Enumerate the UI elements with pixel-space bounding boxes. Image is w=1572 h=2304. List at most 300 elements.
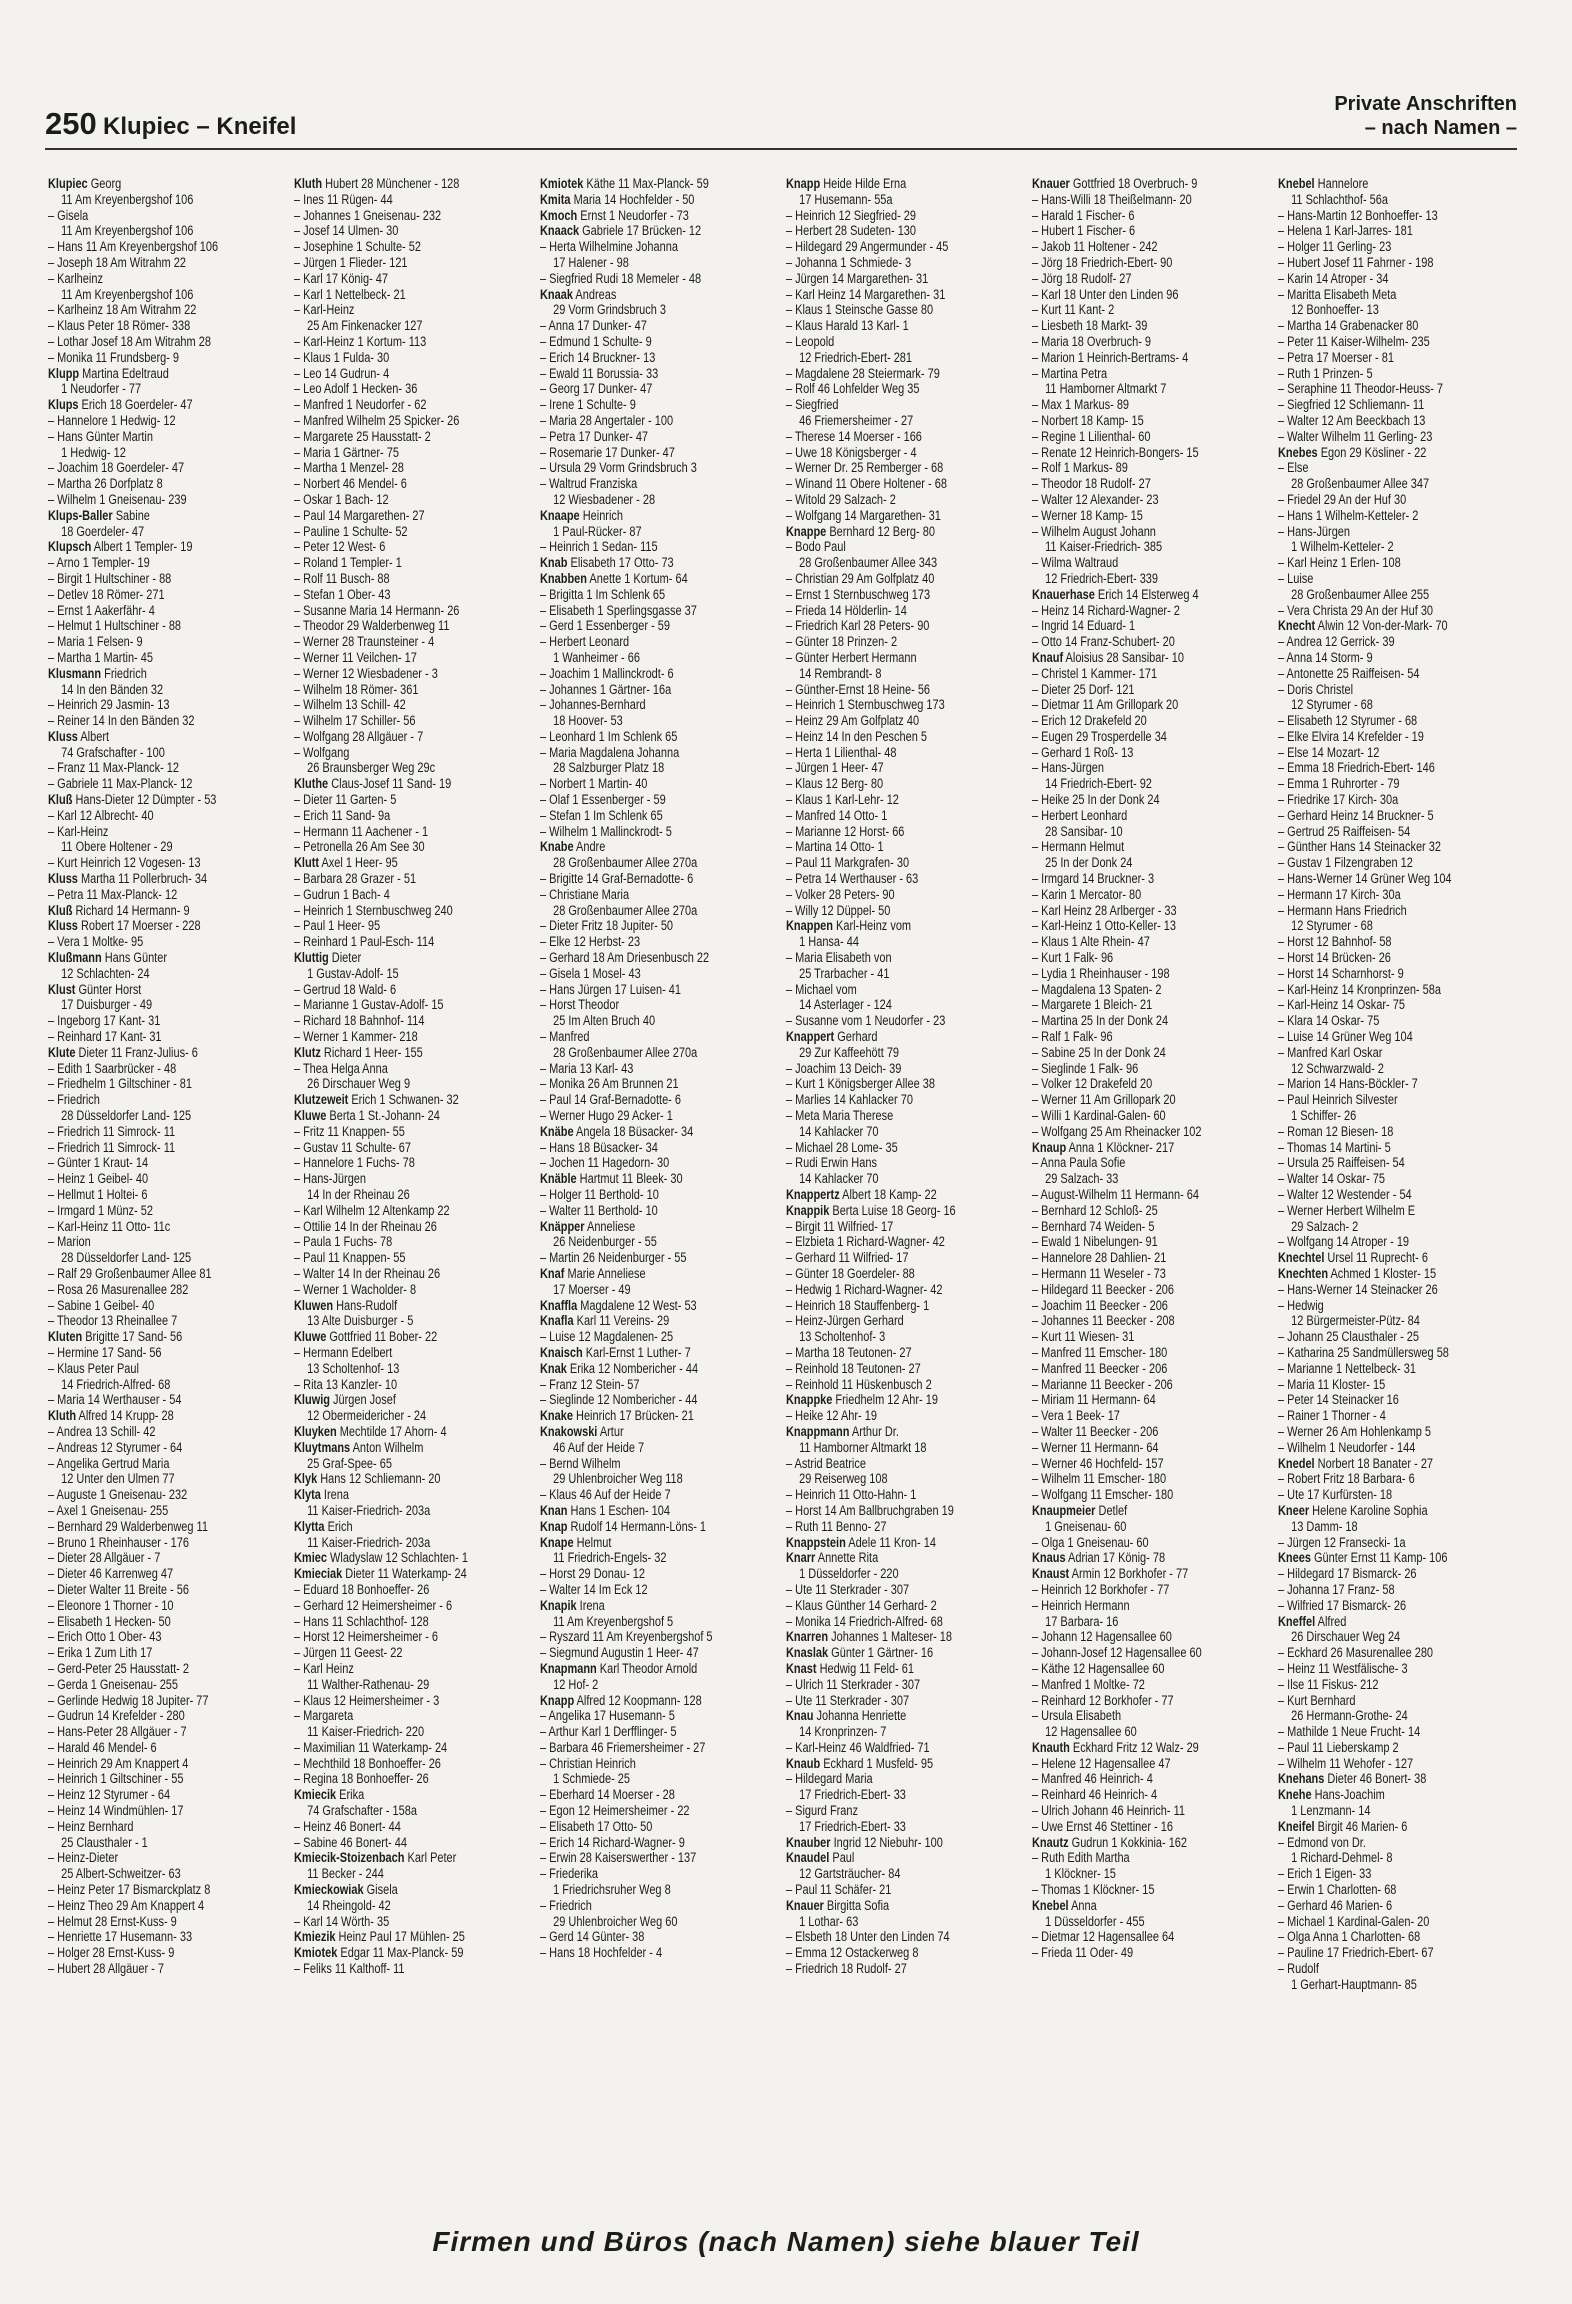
surname: Knappertz <box>786 1187 840 1202</box>
directory-entry <box>540 1140 737 1156</box>
entry-text: – Reiner 14 In den Bänden 32 <box>48 713 195 729</box>
entry-text: – Rolf 11 Busch- 88 <box>294 570 390 586</box>
entry-text: – Gudrun 1 Bach- 4 <box>294 886 390 902</box>
entry-text: – Johannes 1 Gneisenau- 232 <box>294 207 442 223</box>
directory-entry-surname <box>540 208 737 224</box>
entry-text: – Hans Jürgen 17 Luisen- 41 <box>540 981 682 997</box>
entry-text: Magdalene 12 West- 53 <box>577 1297 697 1313</box>
surname: Knedel <box>1278 1455 1315 1471</box>
entry-text: – Jörg 18 Rudolf- 27 <box>1032 270 1132 286</box>
directory-entry-surname <box>294 1092 491 1108</box>
entry-text: – Christian 29 Am Golfplatz 40 <box>786 570 935 586</box>
directory-entry <box>1032 1440 1229 1456</box>
entry-text: – Fritz 11 Knappen- 55 <box>294 1123 405 1139</box>
entry-text: 28 Großenbaumer Allee 347 <box>1291 476 1430 492</box>
directory-entry <box>786 887 983 903</box>
entry-text: – Jörg 18 Friedrich-Ebert- 90 <box>1032 254 1173 270</box>
entry-text: – Lydia 1 Rheinhauser - 198 <box>1032 965 1170 981</box>
directory-entry-continuation <box>294 1076 491 1092</box>
entry-text: – Petra 14 Werthauser - 63 <box>786 871 919 887</box>
entry-text: Egon 29 Kösliner - 22 <box>1317 444 1427 460</box>
entry-text: 28 Salzburger Platz 18 <box>553 760 665 776</box>
entry-text: – Josephine 1 Schulte- 52 <box>294 239 421 255</box>
surname: Klute <box>48 1044 76 1060</box>
directory-entry <box>48 1140 245 1156</box>
directory-entry-surname <box>786 918 983 934</box>
entry-text: Sabine <box>112 507 150 523</box>
directory-entry <box>1032 555 1229 571</box>
directory-entry-surname <box>1032 1740 1229 1756</box>
entry-text: – Miriam 11 Hermann- 64 <box>1032 1392 1156 1408</box>
directory-entry <box>48 318 245 334</box>
directory-entry <box>1032 1803 1229 1819</box>
entry-text: – Margarete 25 Hausstatt- 2 <box>294 428 431 444</box>
entry-text: – Werner 11 Hermann- 64 <box>1032 1439 1159 1455</box>
directory-entry-surname <box>1032 587 1229 603</box>
entry-text: – Magdalene 28 Steiermark- 79 <box>786 365 940 381</box>
entry-text: – Sabine 46 Bonert- 44 <box>294 1834 407 1850</box>
entry-text: – Ilse 11 Fiskus- 212 <box>1278 1676 1379 1692</box>
directory-entry <box>1278 1171 1475 1187</box>
entry-text: – Edith 1 Saarbrücker - 48 <box>48 1060 177 1076</box>
directory-entry <box>1278 1234 1475 1250</box>
directory-entry-continuation <box>1278 697 1475 713</box>
directory-entry-surname <box>294 1329 491 1345</box>
entry-text: 11 Walther-Rathenau- 29 <box>307 1676 430 1692</box>
entry-text: Elisabeth 17 Otto- 73 <box>567 555 674 571</box>
surname: Klups <box>48 397 79 413</box>
page-number: 250 <box>45 106 97 141</box>
directory-entry-continuation <box>1278 192 1475 208</box>
entry-text: – Karl-Heinz 1 Kortum- 113 <box>294 333 427 349</box>
entry-text: – Jürgen 1 Heer- 47 <box>786 760 884 776</box>
entry-text: – Robert Fritz 18 Barbara- 6 <box>1278 1471 1415 1487</box>
directory-entry-continuation <box>48 1835 245 1851</box>
directory-entry <box>1032 460 1229 476</box>
entry-text: 12 Styrumer - 68 <box>1291 918 1373 934</box>
directory-entry <box>1032 1424 1229 1440</box>
entry-text: – Reinhold 11 Hüskenbusch 2 <box>786 1376 932 1392</box>
entry-text: 13 Damm- 18 <box>1291 1518 1358 1534</box>
entry-text: – Willy 12 Düppel- 50 <box>786 902 891 918</box>
entry-text: Heinz Paul 17 Mühlen- 25 <box>335 1929 465 1945</box>
directory-entry-continuation <box>48 1108 245 1124</box>
entry-text: – Leopold <box>786 333 835 349</box>
directory-entry <box>540 1756 737 1772</box>
directory-entry <box>786 634 983 650</box>
surname: Klutt <box>294 855 320 871</box>
directory-entry <box>48 1787 245 1803</box>
entry-text: – Ursula 25 Raiffeisen- 54 <box>1278 1155 1405 1171</box>
directory-entry-surname <box>48 397 245 413</box>
entry-text: – Wilhelm 13 Schill- 42 <box>294 697 406 713</box>
directory-entry-surname <box>1278 1787 1475 1803</box>
directory-entry-continuation <box>48 381 245 397</box>
entry-text: – Klara 14 Oskar- 75 <box>1278 1013 1380 1029</box>
directory-entry <box>1278 634 1475 650</box>
directory-entry <box>1278 650 1475 666</box>
directory-entry-surname <box>1032 1835 1229 1851</box>
directory-entry <box>540 1645 737 1661</box>
directory-entry-continuation <box>786 997 983 1013</box>
directory-entry <box>1278 666 1475 682</box>
directory-entry <box>294 1819 491 1835</box>
directory-entry <box>1278 887 1475 903</box>
directory-entry-continuation <box>294 1866 491 1882</box>
directory-entry <box>1032 1187 1229 1203</box>
directory-entry <box>294 1661 491 1677</box>
directory-entry <box>1032 839 1229 855</box>
directory-entry-continuation <box>48 1250 245 1266</box>
entry-text: 14 Asterlager - 124 <box>799 997 892 1013</box>
directory-entry <box>48 429 245 445</box>
entry-text: – Franz 12 Stein- 57 <box>540 1376 640 1392</box>
directory-entry <box>1278 745 1475 761</box>
directory-entry-continuation <box>540 650 737 666</box>
entry-text: – Paul 11 Schäfer- 21 <box>786 1882 892 1898</box>
entry-text: – Friedrike 17 Kirch- 30a <box>1278 792 1399 808</box>
entry-text: – Ruth Edith Martha <box>1032 1850 1130 1866</box>
entry-text: – Klaus 46 Auf der Heide 7 <box>540 1487 671 1503</box>
entry-text: – Brigitta 1 Im Schlenk 65 <box>540 586 666 602</box>
entry-text: – Sigurd Franz <box>786 1803 859 1819</box>
entry-text: – Bernd Wilhelm <box>540 1455 621 1471</box>
directory-entry <box>1278 1929 1475 1945</box>
entry-text: 18 Goerdeler- 47 <box>61 523 145 539</box>
directory-entry <box>1032 1345 1229 1361</box>
surname: Knaak <box>540 286 573 302</box>
surname: Kluthe <box>294 776 329 792</box>
entry-text: – Theodor 29 Walderbenweg 11 <box>294 618 450 634</box>
directory-entry-surname <box>786 1835 983 1851</box>
surname: Knappik <box>786 1202 830 1218</box>
surname: Knaisch <box>540 1344 583 1360</box>
directory-entry <box>540 1061 737 1077</box>
directory-entry <box>786 255 983 271</box>
entry-text: 12 Friedrich-Ebert- 281 <box>799 349 913 365</box>
surname: Knauth <box>1032 1739 1070 1755</box>
directory-entry-continuation <box>1032 571 1229 587</box>
entry-text: Helmut <box>573 1534 612 1550</box>
entry-text: 14 In der Rheinau 26 <box>307 1187 410 1202</box>
entry-text: – Karl-Heinz 14 Oskar- 75 <box>1278 997 1405 1013</box>
directory-entry <box>1032 903 1229 919</box>
directory-entry <box>786 1345 983 1361</box>
entry-text: 14 Rembrandt- 8 <box>799 665 882 681</box>
directory-entry <box>1278 429 1475 445</box>
directory-entry <box>1278 271 1475 287</box>
directory-entry <box>786 1693 983 1709</box>
entry-text: – Manfred 14 Otto- 1 <box>786 807 888 823</box>
directory-entry <box>1278 1945 1475 1961</box>
directory-entry-surname <box>1278 1250 1475 1266</box>
directory-entry <box>1032 1061 1229 1077</box>
entry-text: 1 Hedwig- 12 <box>61 444 126 460</box>
directory-entry <box>540 666 737 682</box>
directory-entry <box>294 1771 491 1787</box>
entry-text: – Friedrich 18 Rudolf- 27 <box>786 1961 907 1977</box>
entry-text: Friedrich <box>101 665 147 681</box>
entry-text: – Rainer 1 Thorner - 4 <box>1278 1408 1386 1424</box>
entry-text: 46 Friemersheimer - 27 <box>799 412 914 428</box>
surname: Knaub <box>786 1755 821 1771</box>
directory-entry <box>48 1645 245 1661</box>
entry-text: – Heinrich 1 Sternbuschweg 173 <box>786 697 945 713</box>
entry-text: – Manfred Karl Oskar <box>1278 1044 1383 1060</box>
directory-entry <box>1278 208 1475 224</box>
directory-entry <box>294 1645 491 1661</box>
directory-entry-continuation <box>1032 1614 1229 1630</box>
directory-entry-continuation <box>786 1329 983 1345</box>
directory-entry <box>786 381 983 397</box>
entry-text: – Hildegard 17 Bismarck- 26 <box>1278 1566 1417 1582</box>
directory-entry <box>1032 1329 1229 1345</box>
directory-column-3 <box>540 176 780 2176</box>
entry-text: – Hans 18 Büsacker- 34 <box>540 1139 658 1155</box>
entry-text: – Paul 11 Lieberskamp 2 <box>1278 1739 1399 1755</box>
directory-entry <box>294 1140 491 1156</box>
directory-entry <box>1278 1124 1475 1140</box>
entry-text: – Emma 18 Friedrich-Ebert- 146 <box>1278 760 1435 776</box>
directory-entry <box>1032 871 1229 887</box>
directory-entry-surname <box>294 1519 491 1535</box>
entry-text: – Hermann Hans Friedrich <box>1278 902 1407 918</box>
directory-entry <box>48 1092 245 1108</box>
directory-entry <box>48 1708 245 1724</box>
directory-entry-surname <box>294 1929 491 1945</box>
entry-text: – Richard 18 Bahnhof- 114 <box>294 1013 425 1029</box>
entry-text: – Heinrich 1 Sternbuschweg 240 <box>294 902 453 918</box>
directory-entry <box>48 1898 245 1914</box>
directory-entry-continuation <box>294 1503 491 1519</box>
entry-text: – Irmgard 1 Münz- 52 <box>48 1202 153 1218</box>
directory-entry <box>786 839 983 855</box>
directory-entry <box>1278 1661 1475 1677</box>
entry-text: Birgit 46 Marien- 6 <box>1314 1818 1408 1834</box>
surname: Kluss <box>48 918 78 934</box>
directory-entry <box>1032 1582 1229 1598</box>
surname: Klyta <box>294 1487 321 1503</box>
surname: Klytta <box>294 1518 325 1534</box>
directory-entry-continuation <box>540 903 737 919</box>
directory-entry <box>294 666 491 682</box>
entry-text: – Monika 11 Frundsberg- 9 <box>48 349 180 365</box>
directory-entry <box>294 839 491 855</box>
entry-text: – Karl-Heinz 1 Otto-Keller- 13 <box>1032 918 1177 934</box>
directory-entry <box>786 1092 983 1108</box>
surname: Kluth <box>294 176 323 191</box>
surname: Knappe <box>786 523 827 539</box>
surname: Knappen <box>786 918 833 934</box>
entry-text: – Heinz Bernhard <box>48 1818 134 1834</box>
entry-text: – Maria 11 Kloster- 15 <box>1278 1376 1386 1392</box>
directory-entry <box>786 366 983 382</box>
directory-entry <box>1278 855 1475 871</box>
directory-entry <box>1278 1898 1475 1914</box>
entry-text: – Reinhard 17 Kant- 31 <box>48 1029 162 1045</box>
entry-text: 14 Kahlacker 70 <box>799 1171 879 1187</box>
entry-text: – Erich 1 Eigen- 33 <box>1278 1866 1372 1882</box>
entry-text: 11 Kaiser-Friedrich- 220 <box>307 1724 425 1740</box>
directory-entry-continuation <box>1032 776 1229 792</box>
entry-text: – Horst 29 Donau- 12 <box>540 1566 645 1582</box>
entry-text: Ernst 1 Neudorfer - 73 <box>577 207 689 223</box>
directory-entry <box>294 697 491 713</box>
directory-entry <box>786 1614 983 1630</box>
entry-text: – Hermann 11 Weseler - 73 <box>1032 1265 1166 1281</box>
entry-text: Karl Theodor Arnold <box>596 1660 698 1676</box>
entry-text: – Hubert 1 Fischer- 6 <box>1032 223 1136 239</box>
directory-entry <box>540 729 737 745</box>
entry-text: – Karl-Heinz <box>294 302 355 318</box>
entry-text: – Christiane Maria <box>540 886 630 902</box>
entry-text: Anneliese <box>584 1218 636 1234</box>
entry-text: – Holger 11 Gerling- 23 <box>1278 239 1392 255</box>
entry-text: – Heinz 14 Windmühlen- 17 <box>48 1803 184 1819</box>
entry-text: – Petra 11 Max-Planck- 12 <box>48 886 178 902</box>
directory-entry <box>294 618 491 634</box>
entry-text: – Werner 46 Hochfeld- 157 <box>1032 1455 1164 1471</box>
directory-entry <box>48 1124 245 1140</box>
directory-entry <box>1032 1203 1229 1219</box>
entry-text: 25 Trarbacher - 41 <box>799 965 890 981</box>
directory-entry-continuation <box>540 1771 737 1787</box>
entry-text: – Sabine 1 Geibel- 40 <box>48 1297 155 1313</box>
surname: Kluytmans <box>294 1439 351 1455</box>
entry-text: – Karl Wilhelm 12 Altenkamp 22 <box>294 1202 450 1218</box>
directory-entry <box>1278 1598 1475 1614</box>
directory-entry-surname <box>294 1550 491 1566</box>
directory-entry <box>1278 1203 1475 1219</box>
entry-text: – Kurt 11 Wiesen- 31 <box>1032 1329 1135 1345</box>
entry-text: – Siegfried 12 Schliemann- 11 <box>1278 397 1425 413</box>
directory-entry-surname <box>1278 618 1475 634</box>
directory-entry <box>1278 1914 1475 1930</box>
entry-text: – Maria 13 Karl- 43 <box>540 1060 634 1076</box>
directory-entry <box>1032 603 1229 619</box>
entry-text: Albert 1 Templer- 19 <box>91 539 193 555</box>
entry-text: – Werner 11 Veilchen- 17 <box>294 649 417 665</box>
directory-entry <box>294 682 491 698</box>
entry-text: Brigitte 17 Sand- 56 <box>82 1329 183 1345</box>
directory-entry-surname <box>294 950 491 966</box>
surname: Knautz <box>1032 1834 1069 1850</box>
directory-entry-surname <box>294 176 491 192</box>
entry-text: Birgitta Sofia <box>823 1897 890 1913</box>
entry-text: Paul <box>829 1850 855 1866</box>
directory-entry <box>786 571 983 587</box>
entry-text: – Karl-Heinz 11 Otto- 11c <box>48 1218 171 1234</box>
entry-text: – Ingrid 14 Eduard- 1 <box>1032 618 1136 634</box>
entry-text: – Andreas 12 Styrumer - 64 <box>48 1439 183 1455</box>
surname: Kluwen <box>294 1297 334 1313</box>
entry-text: – Edmond von Dr. <box>1278 1834 1366 1850</box>
entry-text: – Meta Maria Therese <box>786 1108 894 1124</box>
directory-entry <box>294 1171 491 1187</box>
directory-entry <box>48 1361 245 1377</box>
directory-entry <box>48 1503 245 1519</box>
surname: Knaack <box>540 223 580 239</box>
directory-entry-surname <box>540 555 737 571</box>
directory-entry <box>1278 1693 1475 1709</box>
directory-entry <box>1278 982 1475 998</box>
entry-text: – Klaus Peter Paul <box>48 1360 139 1376</box>
directory-entry <box>786 1456 983 1472</box>
surname: Knap <box>540 1518 568 1534</box>
directory-entry-continuation <box>294 1677 491 1693</box>
directory-entry <box>1032 1693 1229 1709</box>
directory-entry-continuation <box>48 524 245 540</box>
directory-column-6 <box>1278 176 1516 2176</box>
entry-text: 12 Bürgermeister-Pütz- 84 <box>1291 1313 1420 1329</box>
directory-entry <box>1032 982 1229 998</box>
directory-entry-continuation <box>786 1914 983 1930</box>
surname: Kluttig <box>294 950 329 966</box>
directory-entry <box>48 1582 245 1598</box>
directory-entry <box>786 1582 983 1598</box>
entry-text: – Klaus Peter 18 Römer- 338 <box>48 318 191 334</box>
directory-entry-surname <box>294 1298 491 1314</box>
directory-entry <box>294 397 491 413</box>
entry-text: Hartmut 11 Bleek- 30 <box>576 1171 683 1187</box>
directory-entry-surname <box>48 1045 245 1061</box>
entry-text: – Werner 18 Kamp- 15 <box>1032 507 1143 523</box>
directory-entry <box>1032 1313 1229 1329</box>
entry-text: – Hans-Jürgen <box>1032 760 1105 776</box>
entry-text: 46 Auf der Heide 7 <box>553 1439 645 1455</box>
surname: Knaupmeier <box>1032 1502 1096 1518</box>
entry-text: – Susanne Maria 14 Hermann- 26 <box>294 602 460 618</box>
surname: Klupp <box>48 365 80 381</box>
entry-text: – Holger 28 Ernst-Kuss- 9 <box>48 1945 175 1961</box>
directory-entry <box>1278 1677 1475 1693</box>
directory-entry <box>1278 760 1475 776</box>
directory-entry <box>1032 1677 1229 1693</box>
directory-entry <box>294 1708 491 1724</box>
directory-entry-continuation <box>540 255 737 271</box>
entry-text: 1 Richard-Dehmel- 8 <box>1291 1850 1393 1866</box>
entry-text: – Marianne 12 Horst- 66 <box>786 823 905 839</box>
entry-text: – Elisabeth 12 Styrumer - 68 <box>1278 713 1418 729</box>
surname: Klups-Baller <box>48 507 113 523</box>
directory-entry <box>294 1835 491 1851</box>
directory-entry <box>48 460 245 476</box>
entry-text: – Volker 12 Drakefeld 20 <box>1032 1076 1153 1092</box>
directory-entry <box>1278 1835 1475 1851</box>
directory-entry <box>540 1850 737 1866</box>
entry-text: – Petra 17 Dunker- 47 <box>540 428 649 444</box>
directory-entry-continuation <box>1032 1866 1229 1882</box>
directory-entry <box>1278 350 1475 366</box>
entry-text: Erich <box>324 1518 353 1534</box>
directory-entry <box>1278 997 1475 1013</box>
entry-text: – Klaus Harald 13 Karl- 1 <box>786 318 909 334</box>
directory-entry-continuation <box>294 1361 491 1377</box>
entry-text: – Renate 12 Heinrich-Bongers- 15 <box>1032 444 1199 460</box>
entry-text: – Michael 1 Kardinal-Galen- 20 <box>1278 1913 1430 1929</box>
entry-text: – Paula 1 Fuchs- 78 <box>294 1234 393 1250</box>
surname: Klutzeweit <box>294 1092 349 1108</box>
entry-text: – Gertrud 18 Wald- 6 <box>294 981 397 997</box>
directory-entry <box>540 366 737 382</box>
directory-column-4 <box>786 176 1026 2176</box>
directory-entry <box>1278 1440 1475 1456</box>
entry-text: – Bernhard 74 Weiden- 5 <box>1032 1218 1155 1234</box>
directory-entry <box>294 524 491 540</box>
directory-entry <box>48 634 245 650</box>
surname: Knebel <box>1278 176 1315 191</box>
entry-text: – Martha 14 Grabenacker 80 <box>1278 318 1419 334</box>
